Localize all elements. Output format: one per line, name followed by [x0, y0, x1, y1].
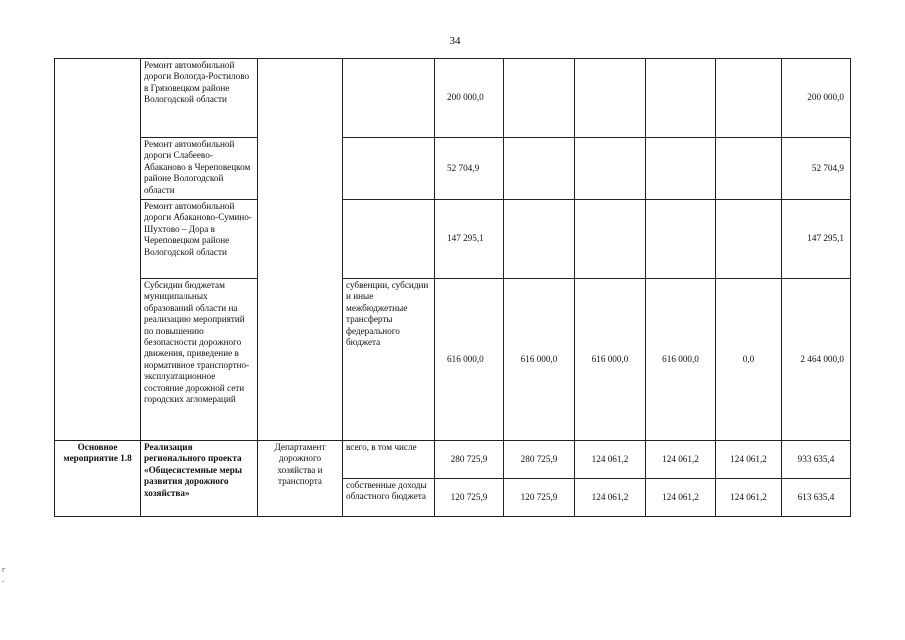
margin-mark: -: [2, 578, 5, 586]
funding-source-cell: [343, 59, 435, 138]
empty-code-cell: [55, 59, 141, 441]
value-cell: 124 061,2: [716, 441, 782, 479]
value-cell: 280 725,9: [504, 441, 575, 479]
activity-name-cell: Субсидии бюджетам муниципальных образований области на реализацию мероприятий по повышению безопасности дорожного движения, приведение в нормативное транспортно-эксплуатационное состояние дорожной сети городских агломераций: [141, 279, 258, 441]
total-cell: 2 464 000,0: [782, 279, 851, 441]
value-cell: 616 000,0: [575, 279, 646, 441]
funding-source-cell: собственные доходы областного бюджета: [343, 479, 435, 517]
value-cell: [646, 138, 716, 200]
table-row: [55, 138, 851, 200]
measure-name-cell: Реализация регионального проекта «Общесистемные меры развития дорожного хозяйства»: [141, 441, 258, 517]
value-cell: 120 725,9: [504, 479, 575, 517]
table-row: [55, 59, 851, 138]
value-cell: [504, 200, 575, 279]
value-cell: 616 000,0: [646, 279, 716, 441]
value-cell: [716, 200, 782, 279]
table-row: [55, 279, 851, 441]
value-cell: 0,0: [716, 279, 782, 441]
measure-code-cell: Основное мероприятие 1.8: [55, 441, 141, 517]
table-row: [55, 200, 851, 279]
funding-source-cell: субвенции, субсидии и иные межбюджетные трансферты федерального бюджета: [343, 279, 435, 441]
activity-name-cell: Ремонт автомобильной дороги Вологда-Ростилово в Грязовецком районе Вологодской области: [141, 59, 258, 138]
activity-name-cell: Ремонт автомобильной дороги Абаканово-Сумино- Шухтово – Дора в Череповецком районе Вологодской области: [141, 200, 258, 279]
value-cell: [575, 59, 646, 138]
value-cell: 124 061,2: [716, 479, 782, 517]
value-cell: 147 295,1: [435, 200, 504, 279]
value-cell: [575, 200, 646, 279]
total-cell: 147 295,1: [782, 200, 851, 279]
value-cell: [504, 59, 575, 138]
total-cell: 613 635,4: [782, 479, 851, 517]
funding-source-cell: [343, 138, 435, 200]
activity-name-cell: Ремонт автомобильной дороги Слабеево-Абаканово в Череповецком районе Вологодской области: [141, 138, 258, 200]
page-number: 34: [449, 35, 461, 47]
executor-cell: Департамент дорожного хозяйства и транспорта: [258, 441, 343, 517]
value-cell: 124 061,2: [575, 479, 646, 517]
margin-mark: г: [2, 566, 6, 574]
value-cell: [646, 59, 716, 138]
value-cell: [504, 138, 575, 200]
value-cell: 124 061,2: [646, 441, 716, 479]
budget-table: [54, 58, 851, 517]
total-cell: 200 000,0: [782, 59, 851, 138]
funding-source-cell: всего, в том числе: [343, 441, 435, 479]
total-cell: 933 635,4: [782, 441, 851, 479]
value-cell: 124 061,2: [646, 479, 716, 517]
value-cell: 52 704,9: [435, 138, 504, 200]
value-cell: 616 000,0: [435, 279, 504, 441]
value-cell: 120 725,9: [435, 479, 504, 517]
empty-executor-cell: [258, 59, 343, 441]
total-cell: 52 704,9: [782, 138, 851, 200]
value-cell: 280 725,9: [435, 441, 504, 479]
value-cell: 124 061,2: [575, 441, 646, 479]
value-cell: [575, 138, 646, 200]
value-cell: 616 000,0: [504, 279, 575, 441]
value-cell: [716, 138, 782, 200]
value-cell: [646, 200, 716, 279]
table-row: [55, 441, 851, 479]
funding-source-cell: [343, 200, 435, 279]
value-cell: 200 000,0: [435, 59, 504, 138]
value-cell: [716, 59, 782, 138]
